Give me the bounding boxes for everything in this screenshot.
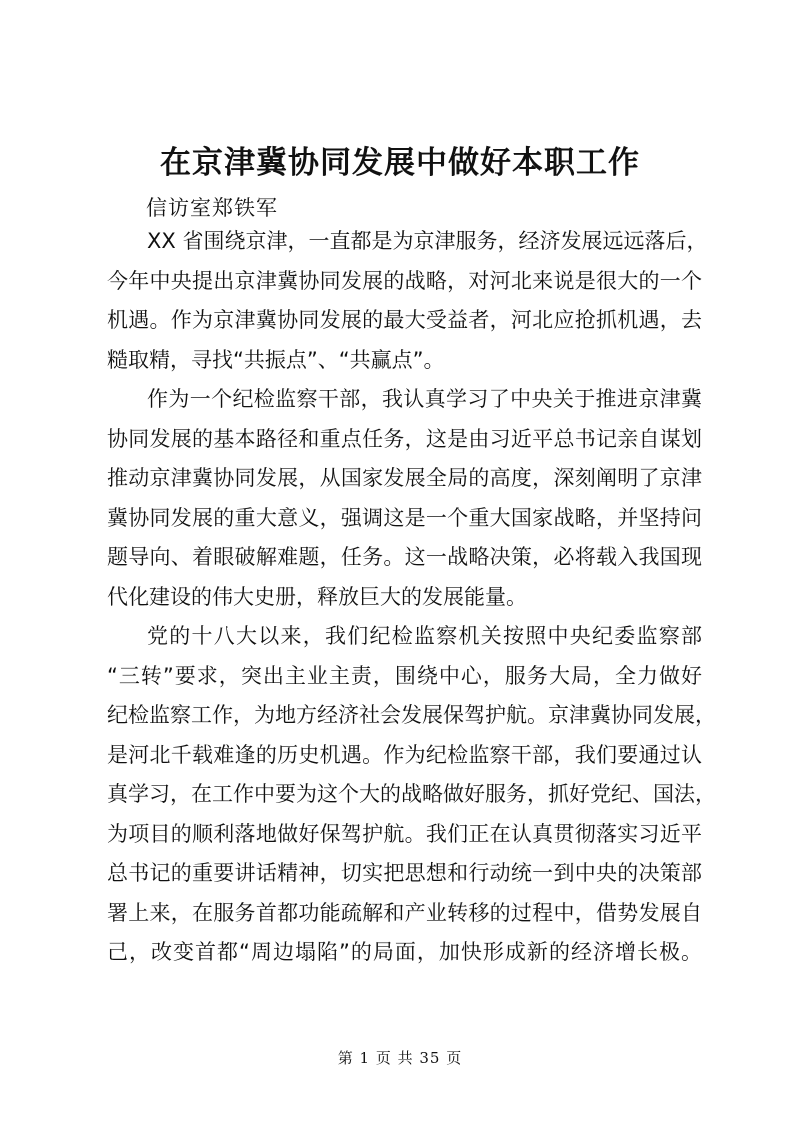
document-body: [107, 222, 716, 973]
text-line: 己，改变首都“周边塌陷”的局面，加快形成新的经济增长极。: [107, 940, 702, 964]
text-line: 是河北千载难逢的历史机遇。作为纪检监察干部，我们要通过认: [107, 742, 702, 767]
text-line: “三转”要求，突出主业主责，围绕中心，服务大局，全力做好: [107, 663, 702, 688]
text-line: XX 省围绕京津，一直都是为京津服务，经济发展远远落后，: [147, 229, 708, 253]
page-number-footer: 第 1 页 共 35 页: [337, 1049, 463, 1067]
text-line: 作为一个纪检监察干部，我认真学习了中央关于推进京津冀: [147, 387, 702, 411]
text-line: 真学习，在工作中要为这个大的战略做好服务，抓好党纪、国法，: [107, 782, 716, 806]
text-line: 冀协同发展的重大意义，强调这是一个重大国家战略，并坚持问: [107, 505, 702, 530]
text-line: 题导向、着眼破解难题，任务。这一战略决策，必将载入我国现: [107, 545, 702, 569]
text-line: 代化建设的伟大史册，释放巨大的发展能量。: [107, 584, 527, 609]
text-line: 协同发展的基本路径和重点任务，这是由习近平总书记亲自谋划: [107, 426, 702, 451]
document-title: 在京津冀协同发展中做好本职工作: [160, 145, 640, 181]
text-line: 糙取精，寻找“共振点”、“共赢点”。: [107, 347, 445, 372]
paragraph-3: [107, 617, 716, 973]
text-line: 机遇。作为京津冀协同发展的最大受益者，河北应抢抓机遇，去: [107, 308, 702, 332]
text-line: 为项目的顺利落地做好保驾护航。我们正在认真贯彻落实习近平: [107, 821, 702, 846]
paragraph-2: [107, 380, 702, 617]
text-line: 推动京津冀协同发展，从国家发展全局的高度，深刻阐明了京津: [107, 466, 702, 490]
text-line: 党的十八大以来，我们纪检监察机关按照中央纪委监察部: [147, 624, 702, 648]
paragraph-1: [107, 222, 708, 380]
text-line: 署上来，在服务首都功能疏解和产业转移的过程中，借势发展自: [107, 900, 702, 925]
text-line: 总书记的重要讲话精神，切实把思想和行动统一到中央的决策部: [107, 861, 702, 885]
text-line: 今年中央提出京津冀协同发展的战略，对河北来说是很大的一个: [107, 268, 702, 293]
author-line: 信访室郑铁军: [146, 196, 278, 220]
text-line: 纪检监察工作，为地方经济社会发展保驾护航。京津冀协同发展，: [107, 703, 716, 727]
